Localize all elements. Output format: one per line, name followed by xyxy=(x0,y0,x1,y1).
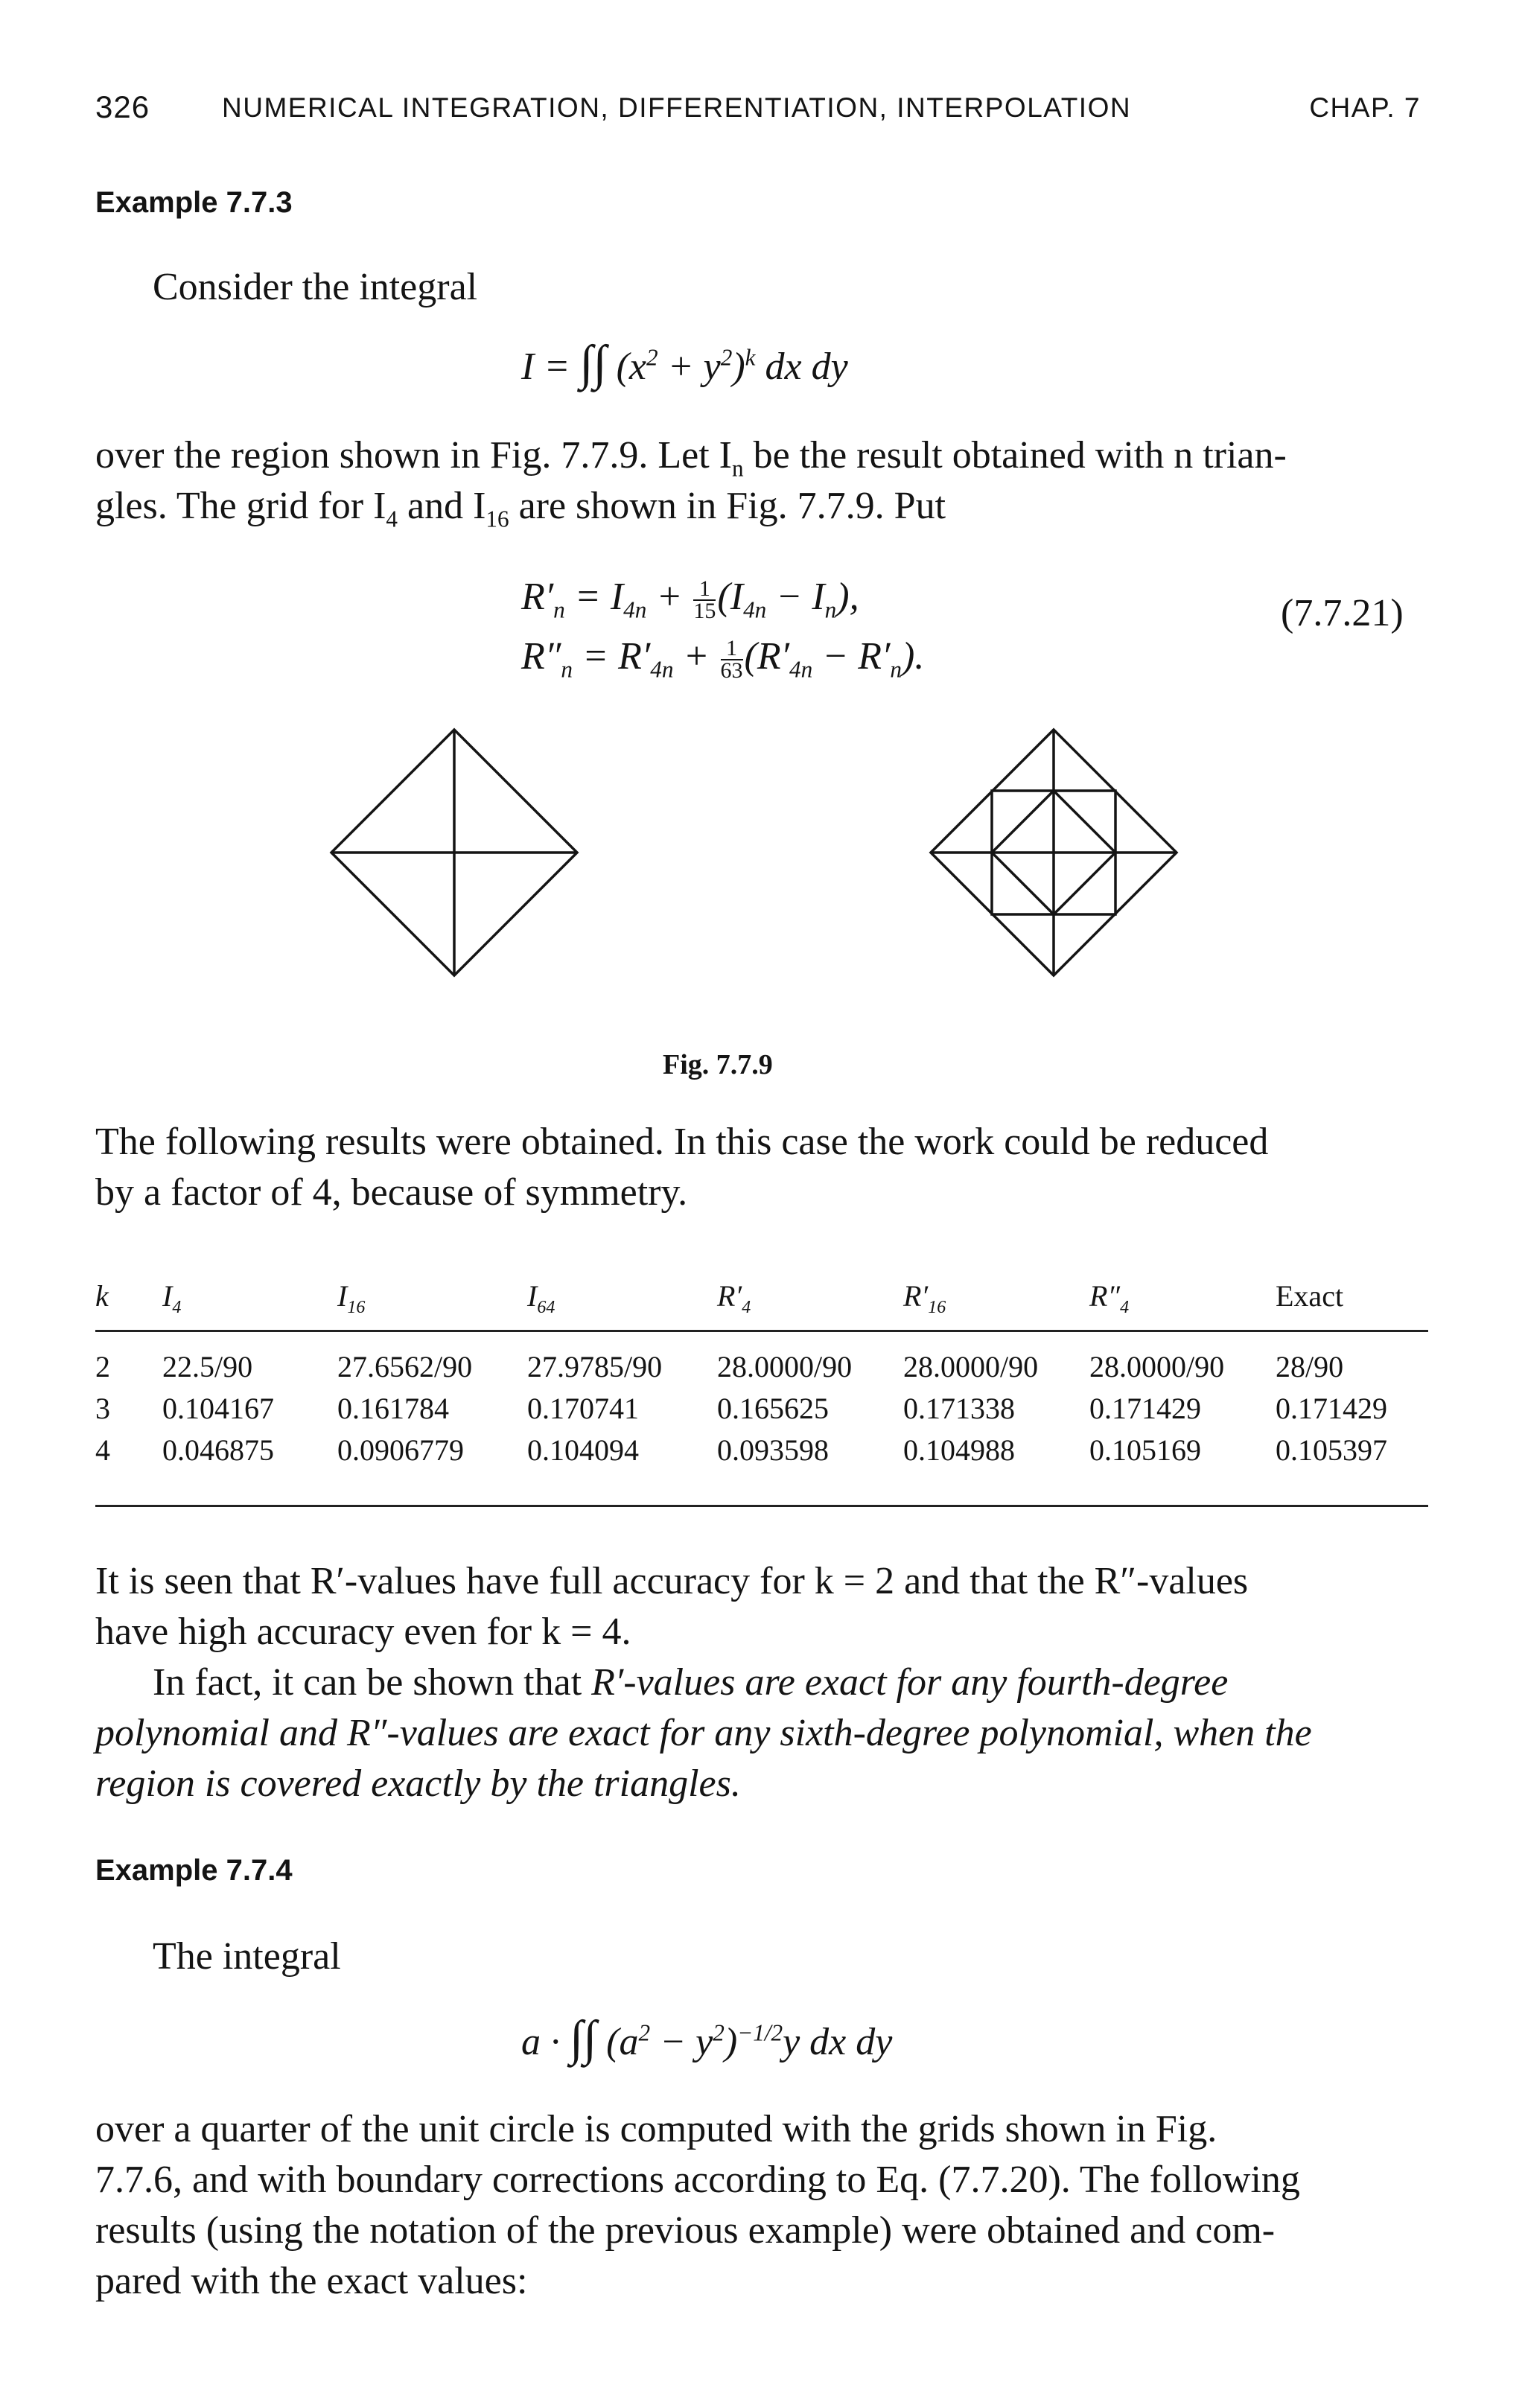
paragraph-line: It is seen that R′-values have full accuracy for k = 2 and that the R″-values xyxy=(95,1560,1249,1602)
table-cell: 2 xyxy=(95,1349,110,1383)
paragraph-line: gles. The grid for $I_4$ and $I_{16}$ are shown in Fig. 7.7.9. Put xyxy=(95,485,946,532)
table-row xyxy=(95,1429,1421,1471)
table-cell: 28/90 xyxy=(1276,1349,1344,1383)
table-row xyxy=(95,1345,1421,1387)
paragraph-line: 7.7.6, and with boundary corrections according to Eq. (7.7.20). The following xyxy=(95,2159,1300,2201)
page-number: 326 xyxy=(95,89,150,124)
paragraph-line: by a factor of 4, because of symmetry. xyxy=(95,1171,688,1214)
header-r-prime-16: $R'_{16}$ xyxy=(903,1278,946,1317)
paragraph-line: over a quarter of the unit circle is computed with the grids shown in Fig. xyxy=(95,2108,1217,2150)
table-cell: 28.0000/90 xyxy=(1089,1349,1225,1383)
r-double-prime-equation: $R''_n = R'_{4n}$ + $\frac{1}{63}$ $(R'_{4n} - R'_n)$. xyxy=(521,635,925,684)
figure-caption: Fig. 7.7.9 xyxy=(663,1049,773,1080)
header-i4: $I_4$ xyxy=(162,1278,182,1317)
table-cell: 27.6562/90 xyxy=(337,1349,473,1383)
table-cell: 0.0906779 xyxy=(337,1433,464,1467)
table-cell: 0.105397 xyxy=(1276,1433,1387,1467)
paragraph-line: The following results were obtained. In this case the work could be reduced xyxy=(95,1121,1269,1163)
table-cell: 0.046875 xyxy=(162,1433,274,1467)
table-cell: 0.104167 xyxy=(162,1391,274,1425)
paragraph-line: pared with the exact values: xyxy=(95,2260,528,2302)
table-cell: 0.171429 xyxy=(1276,1391,1387,1425)
table-cell: 28.0000/90 xyxy=(717,1349,853,1383)
table-cell: 0.093598 xyxy=(717,1433,829,1467)
r-prime-equation: $R'_n = I_{4n}$ + $\frac{1}{15}$ $(I_{4n} - I_n)$, xyxy=(521,576,859,624)
results-table-wrap xyxy=(95,1261,1428,1507)
table-cell: 28.0000/90 xyxy=(903,1349,1039,1383)
paragraph-region xyxy=(95,430,1436,532)
paragraph-line: polynomial and R″-values are exact for any sixth-degree polynomial, when the xyxy=(95,1712,1312,1754)
paragraph-line: In fact, it can be shown that R′-values are exact for any fourth-degree xyxy=(153,1661,1229,1704)
results-table-body xyxy=(95,1345,1421,1471)
paragraph-line: region is covered exactly by the triangles. xyxy=(95,1762,741,1805)
table-cell: 0.104094 xyxy=(527,1433,639,1467)
table-row xyxy=(95,1387,1421,1429)
example-heading-2: Example 7.7.4 xyxy=(95,1854,293,1887)
equation-block xyxy=(521,567,924,687)
intro-text-2: The integral xyxy=(153,1935,341,1978)
table-cell: 0.171338 xyxy=(903,1391,1015,1425)
discussion-paragraph xyxy=(95,1556,1436,1809)
table-top-rule xyxy=(95,1330,1428,1332)
header-i16: $I_{16}$ xyxy=(337,1278,366,1317)
paragraph-line: results (using the notation of the previous example) were obtained and com- xyxy=(95,2209,1276,2252)
integral-equation-2: a · ∫∫ $(a^2 - y^2)^{-1/2}y$ dx dy xyxy=(521,2011,893,2065)
header-k: k xyxy=(95,1278,109,1313)
table-cell: 3 xyxy=(95,1391,110,1425)
header-i64: $I_{64}$ xyxy=(527,1278,555,1317)
table-bottom-rule xyxy=(95,1505,1428,1507)
table-cell: 22.5/90 xyxy=(162,1349,253,1383)
paragraph-example-2 xyxy=(95,2104,1436,2307)
table-cell: 0.161784 xyxy=(337,1391,449,1425)
chapter-label: CHAP. 7 xyxy=(1309,92,1421,123)
equation-number: (7.7.21) xyxy=(1281,592,1404,634)
table-cell: 0.165625 xyxy=(717,1391,829,1425)
paragraph-line: have high accuracy even for k = 4. xyxy=(95,1611,631,1653)
example-heading: Example 7.7.3 xyxy=(95,186,293,219)
paragraph-line: over the region shown in Fig. 7.7.9. Let $I_n$ be the result obtained with n trian- xyxy=(95,434,1287,482)
running-title: NUMERICAL INTEGRATION, DIFFERENTIATION, INTERPOLATION xyxy=(222,92,1132,123)
grid-figure xyxy=(313,722,1236,1005)
header-r-prime-4: $R'_4$ xyxy=(717,1278,751,1317)
table-cell: 0.104988 xyxy=(903,1433,1015,1467)
header-exact: Exact xyxy=(1276,1278,1344,1313)
table-cell: 4 xyxy=(95,1433,110,1467)
table-header-row xyxy=(95,1261,1421,1330)
running-header xyxy=(95,89,1421,134)
table-cell: 0.170741 xyxy=(527,1391,639,1425)
intro-text: Consider the integral xyxy=(153,266,478,308)
header-r-double-prime-4: $R''_4$ xyxy=(1089,1278,1130,1317)
results-table xyxy=(95,1261,1421,1330)
table-cell: 27.9785/90 xyxy=(527,1349,663,1383)
results-paragraph xyxy=(95,1117,1436,1218)
integral-equation: I = ∫∫ $(x^2 + y^2)^k$ dx dy xyxy=(521,336,848,390)
table-cell: 0.105169 xyxy=(1089,1433,1201,1467)
table-cell: 0.171429 xyxy=(1089,1391,1201,1425)
